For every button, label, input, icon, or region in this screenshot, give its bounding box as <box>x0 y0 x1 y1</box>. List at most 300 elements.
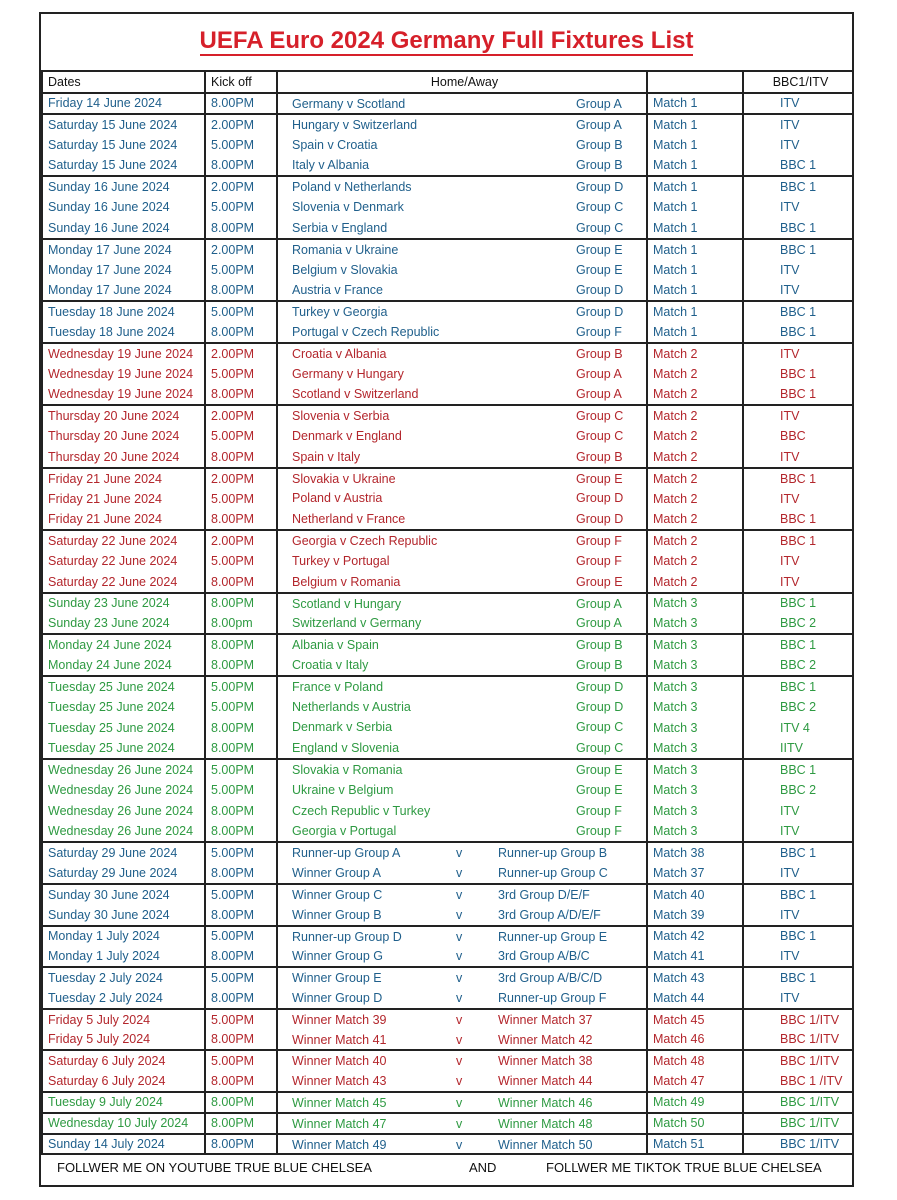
match-cell: Match 3 <box>647 676 743 697</box>
date-cell: Monday 24 June 2024 <box>42 655 205 676</box>
match-cell: Match 3 <box>647 759 743 780</box>
date-cell: Friday 5 July 2024 <box>42 1030 205 1051</box>
channel-cell: BBC 2 <box>743 780 853 801</box>
match-cell: Match 1 <box>647 176 743 197</box>
group-label: Group F <box>576 324 622 339</box>
versus-label: v <box>456 1032 463 1047</box>
date-cell: Wednesday 19 June 2024 <box>42 384 205 405</box>
kickoff-cell: 5.00PM <box>205 197 277 218</box>
match-cell: Match 2 <box>647 384 743 405</box>
channel-cell: ITV <box>743 905 853 926</box>
table-row <box>42 655 853 676</box>
table-row <box>42 946 853 967</box>
table-row <box>42 967 853 988</box>
match-cell: Match 3 <box>647 780 743 801</box>
match-cell: Match 2 <box>647 509 743 530</box>
group-label: Group C <box>576 741 624 756</box>
away-team: Winner Match 50 <box>498 1137 593 1152</box>
home-away-cell <box>277 343 647 364</box>
away-team: Runner-up Group C <box>498 866 608 881</box>
match-cell: Match 46 <box>647 1030 743 1051</box>
table-row <box>42 551 853 572</box>
kickoff-cell: 2.00PM <box>205 114 277 135</box>
home-team: Winner Match 49 <box>292 1137 387 1152</box>
channel-cell: ITV <box>743 343 853 364</box>
away-team: Winner Match 44 <box>498 1074 593 1089</box>
channel-cell: BBC 1 <box>743 239 853 260</box>
table-row <box>42 301 853 322</box>
date-cell: Friday 21 June 2024 <box>42 509 205 530</box>
versus-label: v <box>456 949 463 964</box>
date-cell: Sunday 23 June 2024 <box>42 593 205 614</box>
date-cell: Friday 14 June 2024 <box>42 93 205 114</box>
home-away-cell <box>277 697 647 718</box>
channel-cell: ITV <box>743 93 853 114</box>
home-team: Scotland v Switzerland <box>292 387 419 402</box>
match-cell: Match 3 <box>647 738 743 759</box>
home-away-cell <box>277 530 647 551</box>
kickoff-cell: 5.00PM <box>205 551 277 572</box>
channel-cell: BBC 2 <box>743 697 853 718</box>
group-label: Group F <box>576 553 622 568</box>
home-team: Turkey v Georgia <box>292 305 388 320</box>
date-cell: Thursday 20 June 2024 <box>42 426 205 447</box>
table-row <box>42 197 853 218</box>
table-row <box>42 884 853 905</box>
home-team: Winner Match 41 <box>292 1032 387 1047</box>
table-row <box>42 1113 853 1134</box>
group-label: Group D <box>576 679 624 694</box>
versus-label: v <box>456 887 463 902</box>
date-cell: Wednesday 19 June 2024 <box>42 364 205 385</box>
versus-label: v <box>456 1054 463 1069</box>
date-cell: Thursday 20 June 2024 <box>42 447 205 468</box>
home-team: Spain v Italy <box>292 449 361 464</box>
away-team: Runner-up Group F <box>498 990 607 1005</box>
channel-cell: ITV <box>743 572 853 593</box>
table-row <box>42 842 853 863</box>
kickoff-cell: 8.00PM <box>205 509 277 530</box>
date-cell: Tuesday 2 July 2024 <box>42 967 205 988</box>
away-team: 3rd Group D/E/F <box>498 887 590 902</box>
away-team: 3rd Group A/B/C <box>498 949 590 964</box>
date-cell: Monday 17 June 2024 <box>42 239 205 260</box>
home-away-cell <box>277 1071 647 1092</box>
kickoff-cell: 8.00PM <box>205 280 277 301</box>
group-label: Group E <box>576 262 623 277</box>
home-away-cell <box>277 301 647 322</box>
date-cell: Monday 1 July 2024 <box>42 926 205 947</box>
table-row <box>42 863 853 884</box>
date-cell: Tuesday 25 June 2024 <box>42 697 205 718</box>
kickoff-cell: 8.00PM <box>205 1134 277 1155</box>
away-team: Winner Match 42 <box>498 1032 593 1047</box>
table-row <box>42 676 853 697</box>
date-cell: Monday 1 July 2024 <box>42 946 205 967</box>
date-cell: Sunday 16 June 2024 <box>42 176 205 197</box>
home-team: France v Poland <box>292 679 384 694</box>
kickoff-cell: 8.00PM <box>205 1071 277 1092</box>
date-cell: Wednesday 10 July 2024 <box>42 1113 205 1134</box>
home-away-cell <box>277 1092 647 1113</box>
match-cell: Match 3 <box>647 613 743 634</box>
kickoff-cell: 8.00PM <box>205 593 277 614</box>
channel-cell: BBC 1 <box>743 509 853 530</box>
date-cell: Monday 24 June 2024 <box>42 634 205 655</box>
home-team: Georgia v Portugal <box>292 824 397 839</box>
channel-cell: BBC 1 <box>743 301 853 322</box>
kickoff-cell: 2.00PM <box>205 405 277 426</box>
match-cell: Match 2 <box>647 572 743 593</box>
channel-cell: ITV <box>743 405 853 426</box>
home-away-cell <box>277 738 647 759</box>
channel-cell: BBC 1 <box>743 967 853 988</box>
date-cell: Wednesday 26 June 2024 <box>42 801 205 822</box>
table-row <box>42 280 853 301</box>
channel-cell: BBC 1 /ITV <box>743 1071 853 1092</box>
kickoff-cell: 5.00PM <box>205 676 277 697</box>
home-away-cell <box>277 364 647 385</box>
table-row <box>42 447 853 468</box>
match-cell: Match 51 <box>647 1134 743 1155</box>
versus-label: v <box>456 1012 463 1027</box>
match-cell: Match 2 <box>647 343 743 364</box>
channel-cell: BBC 1/ITV <box>743 1050 853 1071</box>
match-cell: Match 43 <box>647 967 743 988</box>
table-row <box>42 176 853 197</box>
versus-label: v <box>456 1137 463 1152</box>
kickoff-cell: 2.00PM <box>205 239 277 260</box>
match-cell: Match 1 <box>647 260 743 281</box>
kickoff-cell: 5.00PM <box>205 1050 277 1071</box>
match-cell: Match 44 <box>647 988 743 1009</box>
header-match <box>647 71 743 93</box>
home-away-cell <box>277 801 647 822</box>
group-label: Group A <box>576 97 622 111</box>
home-away-cell <box>277 842 647 863</box>
away-team: Winner Match 46 <box>498 1096 593 1110</box>
table-row <box>42 926 853 947</box>
match-cell: Match 39 <box>647 905 743 926</box>
table-row <box>42 135 853 156</box>
home-team: Denmark v Serbia <box>292 720 393 735</box>
home-away-cell <box>277 780 647 801</box>
channel-cell: BBC 1/ITV <box>743 1030 853 1051</box>
match-cell: Match 50 <box>647 1113 743 1134</box>
table-row <box>42 364 853 385</box>
channel-cell: ITV <box>743 197 853 218</box>
group-label: Group B <box>576 158 623 173</box>
home-team: Scotland v Hungary <box>292 596 402 611</box>
table-row <box>42 488 853 509</box>
home-team: Winner Group B <box>292 907 382 922</box>
date-cell: Monday 17 June 2024 <box>42 260 205 281</box>
match-cell: Match 1 <box>647 280 743 301</box>
fixtures-sheet <box>39 12 854 1187</box>
home-team: Hungary v Switzerland <box>292 117 418 132</box>
table-row <box>42 613 853 634</box>
home-away-cell <box>277 260 647 281</box>
date-cell: Saturday 6 July 2024 <box>42 1050 205 1071</box>
date-cell: Saturday 6 July 2024 <box>42 1071 205 1092</box>
versus-label: v <box>456 971 463 986</box>
home-away-cell <box>277 759 647 780</box>
group-label: Group A <box>576 366 622 381</box>
home-away-cell <box>277 509 647 530</box>
group-label: Group B <box>576 657 623 672</box>
match-cell: Match 1 <box>647 239 743 260</box>
home-team: Portugal v Czech Republic <box>292 324 440 339</box>
kickoff-cell: 5.00PM <box>205 926 277 947</box>
kickoff-cell: 2.00PM <box>205 176 277 197</box>
channel-cell: BBC 1 <box>743 842 853 863</box>
channel-cell: BBC 1 <box>743 530 853 551</box>
home-team: Winner Group E <box>292 971 382 986</box>
versus-label: v <box>456 866 463 881</box>
home-away-cell <box>277 135 647 156</box>
footer <box>41 1153 852 1185</box>
date-cell: Friday 21 June 2024 <box>42 488 205 509</box>
channel-cell: BBC 2 <box>743 655 853 676</box>
channel-cell: BBC 1 <box>743 322 853 343</box>
date-cell: Wednesday 26 June 2024 <box>42 780 205 801</box>
match-cell: Match 2 <box>647 530 743 551</box>
table-row <box>42 1009 853 1030</box>
match-cell: Match 1 <box>647 93 743 114</box>
away-team: Winner Match 38 <box>498 1054 593 1069</box>
group-label: Group E <box>576 574 623 589</box>
home-away-cell <box>277 926 647 947</box>
match-cell: Match 3 <box>647 697 743 718</box>
home-team: Italy v Albania <box>292 158 370 173</box>
table-row <box>42 509 853 530</box>
table-row <box>42 1030 853 1051</box>
kickoff-cell: 5.00PM <box>205 135 277 156</box>
date-cell: Saturday 29 June 2024 <box>42 842 205 863</box>
versus-label: v <box>456 1116 463 1131</box>
home-team: Turkey v Portugal <box>292 553 390 568</box>
table-row <box>42 717 853 738</box>
match-cell: Match 1 <box>647 322 743 343</box>
away-team: Runner-up Group E <box>498 929 608 944</box>
home-team: Winner Group D <box>292 990 383 1005</box>
group-label: Group C <box>576 409 624 424</box>
group-label: Group B <box>576 137 623 152</box>
match-cell: Match 3 <box>647 717 743 738</box>
home-team: Poland v Austria <box>292 491 383 506</box>
table-row <box>42 405 853 426</box>
group-label: Group D <box>576 491 624 506</box>
group-label: Group F <box>576 534 622 549</box>
match-cell: Match 2 <box>647 468 743 489</box>
kickoff-cell: 8.00PM <box>205 738 277 759</box>
home-away-cell <box>277 821 647 842</box>
table-row <box>42 530 853 551</box>
group-label: Group E <box>576 471 623 486</box>
channel-cell: ITV <box>743 801 853 822</box>
group-label: Group F <box>576 803 622 818</box>
home-team: Czech Republic v Turkey <box>292 803 431 818</box>
kickoff-cell: 2.00PM <box>205 530 277 551</box>
match-cell: Match 49 <box>647 1092 743 1113</box>
channel-cell: ITV <box>743 988 853 1009</box>
group-label: Group D <box>576 305 624 320</box>
channel-cell: ITV <box>743 135 853 156</box>
home-team: Slovakia v Romania <box>292 763 403 777</box>
group-label: Group E <box>576 242 623 257</box>
channel-cell: ITV <box>743 946 853 967</box>
kickoff-cell: 8.00PM <box>205 863 277 884</box>
kickoff-cell: 8.00PM <box>205 655 277 676</box>
channel-cell: ITV <box>743 863 853 884</box>
kickoff-cell: 5.00PM <box>205 260 277 281</box>
group-label: Group D <box>576 699 624 714</box>
home-team: Denmark v England <box>292 429 402 443</box>
table-row <box>42 93 853 114</box>
versus-label: v <box>456 907 463 922</box>
kickoff-cell: 8.00PM <box>205 821 277 842</box>
date-cell: Saturday 22 June 2024 <box>42 572 205 593</box>
date-cell: Wednesday 19 June 2024 <box>42 343 205 364</box>
match-cell: Match 47 <box>647 1071 743 1092</box>
table-row <box>42 426 853 447</box>
home-away-cell <box>277 676 647 697</box>
kickoff-cell: 8.00pm <box>205 613 277 634</box>
table-row <box>42 593 853 614</box>
table-row <box>42 155 853 176</box>
home-away-cell <box>277 114 647 135</box>
match-cell: Match 3 <box>647 655 743 676</box>
kickoff-cell: 5.00PM <box>205 967 277 988</box>
kickoff-cell: 5.00PM <box>205 364 277 385</box>
table-row <box>42 1092 853 1113</box>
home-away-cell <box>277 1113 647 1134</box>
channel-cell: ITV <box>743 551 853 572</box>
home-team: Croatia v Italy <box>292 657 369 672</box>
date-cell: Sunday 30 June 2024 <box>42 884 205 905</box>
date-cell: Tuesday 25 June 2024 <box>42 738 205 759</box>
home-away-cell <box>277 488 647 509</box>
table-row <box>42 114 853 135</box>
home-team: Poland v Netherlands <box>292 180 412 195</box>
group-label: Group A <box>576 117 622 132</box>
home-away-cell <box>277 1050 647 1071</box>
footer-youtube: FOLLWER ME ON YOUTUBE TRUE BLUE CHELSEA <box>57 1160 372 1175</box>
date-cell: Sunday 14 July 2024 <box>42 1134 205 1155</box>
channel-cell: ITV <box>743 447 853 468</box>
versus-label: v <box>456 1096 463 1110</box>
home-away-cell <box>277 1134 647 1155</box>
home-team: England v Slovenia <box>292 741 400 756</box>
group-label: Group F <box>576 824 622 839</box>
home-away-cell <box>277 197 647 218</box>
home-team: Croatia v Albania <box>292 346 387 361</box>
kickoff-cell: 8.00PM <box>205 572 277 593</box>
home-team: Belgium v Romania <box>292 574 401 589</box>
table-row <box>42 239 853 260</box>
home-away-cell <box>277 405 647 426</box>
home-away-cell <box>277 988 647 1009</box>
home-team: Winner Match 45 <box>292 1096 387 1110</box>
kickoff-cell: 8.00PM <box>205 322 277 343</box>
table-row <box>42 1134 853 1155</box>
home-team: Winner Match 47 <box>292 1116 387 1131</box>
group-label: Group C <box>576 720 624 735</box>
match-cell: Match 1 <box>647 218 743 239</box>
channel-cell: BBC 1 <box>743 884 853 905</box>
date-cell: Tuesday 9 July 2024 <box>42 1092 205 1113</box>
group-label: Group C <box>576 429 624 443</box>
channel-cell: BBC 1 <box>743 364 853 385</box>
table-row <box>42 384 853 405</box>
kickoff-cell: 8.00PM <box>205 1030 277 1051</box>
channel-cell: BBC 1 <box>743 468 853 489</box>
match-cell: Match 1 <box>647 135 743 156</box>
table-row <box>42 468 853 489</box>
home-team: Germany v Scotland <box>292 97 406 111</box>
channel-cell: ITV <box>743 114 853 135</box>
home-away-cell <box>277 946 647 967</box>
header-channel: BBC1/ITV <box>743 71 853 93</box>
kickoff-cell: 8.00PM <box>205 905 277 926</box>
channel-cell: BBC 1/ITV <box>743 1113 853 1134</box>
date-cell: Friday 21 June 2024 <box>42 468 205 489</box>
kickoff-cell: 8.00PM <box>205 988 277 1009</box>
match-cell: Match 2 <box>647 488 743 509</box>
table-header-row <box>42 71 853 93</box>
channel-cell: BBC <box>743 426 853 447</box>
home-away-cell <box>277 593 647 614</box>
group-label: Group A <box>576 616 622 631</box>
date-cell: Thursday 20 June 2024 <box>42 405 205 426</box>
table-row <box>42 218 853 239</box>
kickoff-cell: 8.00PM <box>205 1092 277 1113</box>
channel-cell: BBC 1 <box>743 759 853 780</box>
kickoff-cell: 5.00PM <box>205 301 277 322</box>
home-team: Netherlands v Austria <box>292 699 411 714</box>
header-home-away: Home/Away <box>277 71 647 93</box>
channel-cell: BBC 1 <box>743 926 853 947</box>
channel-cell: ITV <box>743 488 853 509</box>
date-cell: Tuesday 18 June 2024 <box>42 322 205 343</box>
group-label: Group A <box>576 596 622 611</box>
home-team: Slovenia v Serbia <box>292 409 390 424</box>
channel-cell: BBC 1 <box>743 634 853 655</box>
versus-label: v <box>456 929 463 944</box>
date-cell: Sunday 30 June 2024 <box>42 905 205 926</box>
group-label: Group E <box>576 763 623 777</box>
date-cell: Tuesday 25 June 2024 <box>42 676 205 697</box>
away-team: 3rd Group A/D/E/F <box>498 907 601 922</box>
table-row <box>42 572 853 593</box>
away-team: Winner Match 48 <box>498 1116 593 1131</box>
match-cell: Match 41 <box>647 946 743 967</box>
date-cell: Tuesday 25 June 2024 <box>42 717 205 738</box>
home-away-cell <box>277 1009 647 1030</box>
channel-cell: ITV <box>743 280 853 301</box>
channel-cell: BBC 2 <box>743 613 853 634</box>
channel-cell: BBC 1 <box>743 218 853 239</box>
kickoff-cell: 8.00PM <box>205 218 277 239</box>
match-cell: Match 2 <box>647 551 743 572</box>
versus-label: v <box>456 990 463 1005</box>
date-cell: Sunday 16 June 2024 <box>42 197 205 218</box>
kickoff-cell: 5.00PM <box>205 884 277 905</box>
kickoff-cell: 8.00PM <box>205 634 277 655</box>
home-away-cell <box>277 239 647 260</box>
date-cell: Wednesday 26 June 2024 <box>42 759 205 780</box>
home-team: Belgium v Slovakia <box>292 262 398 277</box>
